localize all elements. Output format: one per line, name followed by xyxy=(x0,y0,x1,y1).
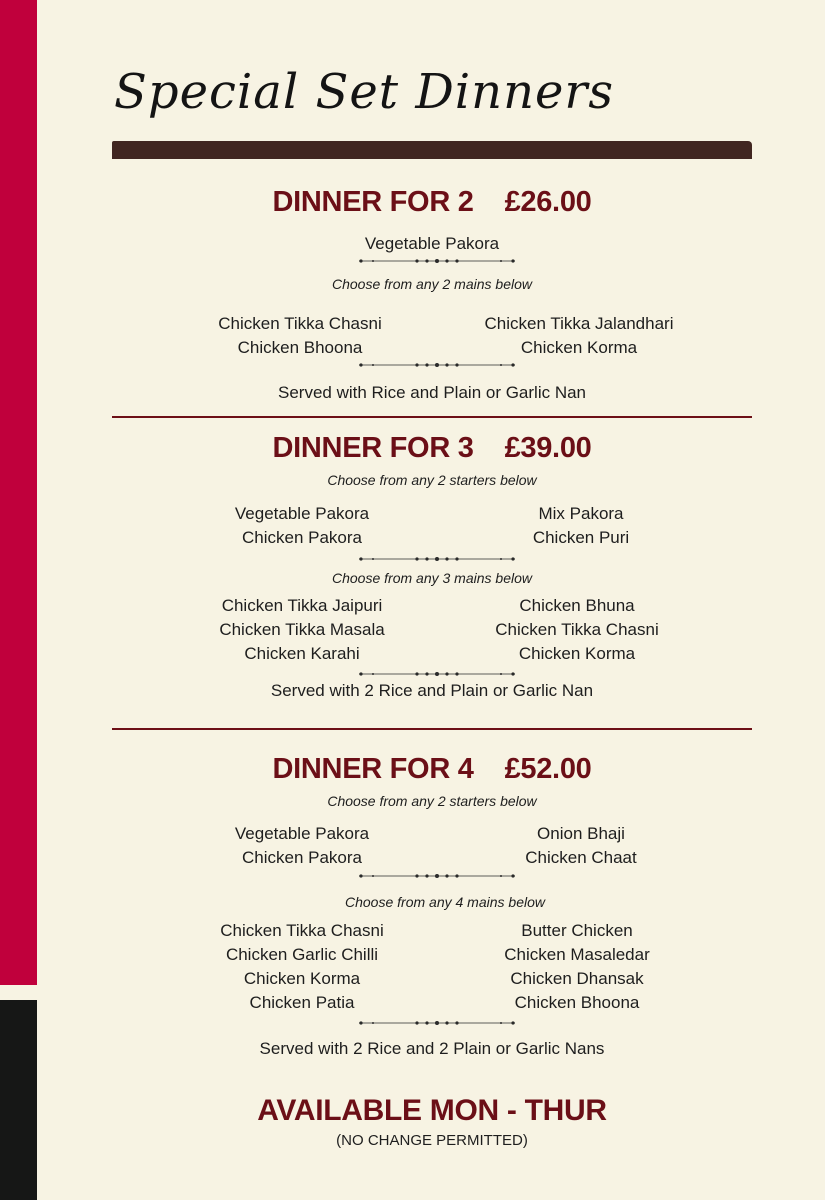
menu-item: Chicken Pakora xyxy=(241,528,362,547)
ornament-divider-icon xyxy=(357,670,517,678)
dinner-for-2-served: Served with Rice and Plain or Garlic Nan xyxy=(277,383,587,402)
menu-item: Chicken Bhoona xyxy=(237,338,363,357)
dinner-for-4-starters-left xyxy=(177,822,427,870)
dinner-for-2-starter: Vegetable Pakora xyxy=(364,234,500,253)
menu-item: Vegetable Pakora xyxy=(234,504,370,523)
menu-item: Chicken Masaledar xyxy=(504,945,650,964)
dinner-for-2-mains-right xyxy=(454,312,704,360)
menu-item: Chicken Patia xyxy=(249,993,355,1012)
ornament-divider-icon xyxy=(357,257,517,265)
dinner-for-3-served: Served with 2 Rice and Plain or Garlic Nan xyxy=(270,681,594,700)
dinner-for-3-mains-right xyxy=(452,594,702,666)
ornament-divider-icon xyxy=(357,872,517,880)
ornament-divider-icon xyxy=(357,1019,517,1027)
menu-item: Butter Chicken xyxy=(521,921,633,940)
availability-heading: AVAILABLE MON - THUR xyxy=(257,1094,607,1127)
page-title: Special Set Dinners xyxy=(114,64,614,120)
menu-item: Chicken Pakora xyxy=(241,848,362,867)
left-dark-stripe xyxy=(0,1000,37,1200)
menu-item: Chicken Korma xyxy=(243,969,361,988)
ornament-divider-icon xyxy=(357,555,517,563)
section-divider xyxy=(112,728,752,730)
dinner-for-3-starters-note: Choose from any 2 starters below xyxy=(327,472,537,488)
section-divider xyxy=(112,416,752,418)
menu-item: Chicken Chaat xyxy=(525,848,637,867)
dinner-for-4-mains-note: Choose from any 4 mains below xyxy=(345,894,545,910)
dinner-for-3-mains-note: Choose from any 3 mains below xyxy=(332,570,532,586)
ornament-divider-icon xyxy=(357,361,517,369)
menu-item: Chicken Karahi xyxy=(244,644,360,663)
dinner-for-2-heading: DINNER FOR 2 £26.00 xyxy=(272,186,592,218)
dinner-for-3-starters-left xyxy=(177,502,427,550)
menu-item: Chicken Tikka Chasni xyxy=(220,921,384,940)
dinner-for-4-starters-note: Choose from any 2 starters below xyxy=(327,793,537,809)
menu-item: Chicken Tikka Chasni xyxy=(218,314,382,333)
menu-item: Onion Bhaji xyxy=(537,824,625,843)
dinner-for-4-mains-left xyxy=(177,919,427,1015)
dinner-for-4-starters-right xyxy=(456,822,706,870)
menu-item: Chicken Korma xyxy=(520,338,638,357)
menu-item: Chicken Tikka Jaipuri xyxy=(221,596,383,615)
menu-item: Chicken Garlic Chilli xyxy=(225,945,379,964)
no-change-note: (NO CHANGE PERMITTED) xyxy=(336,1132,528,1149)
dinner-for-4-served: Served with 2 Rice and 2 Plain or Garlic Nans xyxy=(259,1039,605,1058)
menu-item: Chicken Bhuna xyxy=(519,596,635,615)
menu-item: Chicken Dhansak xyxy=(510,969,644,988)
title-underline-bar xyxy=(112,141,752,159)
menu-item: Vegetable Pakora xyxy=(234,824,370,843)
dinner-for-2-mains-left xyxy=(175,312,425,360)
menu-item: Chicken Tikka Jalandhari xyxy=(484,314,674,333)
dinner-for-4-heading: DINNER FOR 4 £52.00 xyxy=(272,753,592,785)
dinner-for-2-mains-note: Choose from any 2 mains below xyxy=(332,276,532,292)
menu-item: Chicken Tikka Chasni xyxy=(495,620,659,639)
dinner-for-3-starters-right xyxy=(456,502,706,550)
menu-item: Chicken Puri xyxy=(532,528,630,547)
menu-item: Chicken Bhoona xyxy=(514,993,640,1012)
menu-item: Chicken Tikka Masala xyxy=(219,620,385,639)
dinner-for-3-heading: DINNER FOR 3 £39.00 xyxy=(272,432,592,464)
menu-item: Mix Pakora xyxy=(538,504,624,523)
left-accent-stripe xyxy=(0,0,37,985)
menu-item: Chicken Korma xyxy=(518,644,636,663)
dinner-for-4-mains-right xyxy=(452,919,702,1015)
dinner-for-3-mains-left xyxy=(177,594,427,666)
